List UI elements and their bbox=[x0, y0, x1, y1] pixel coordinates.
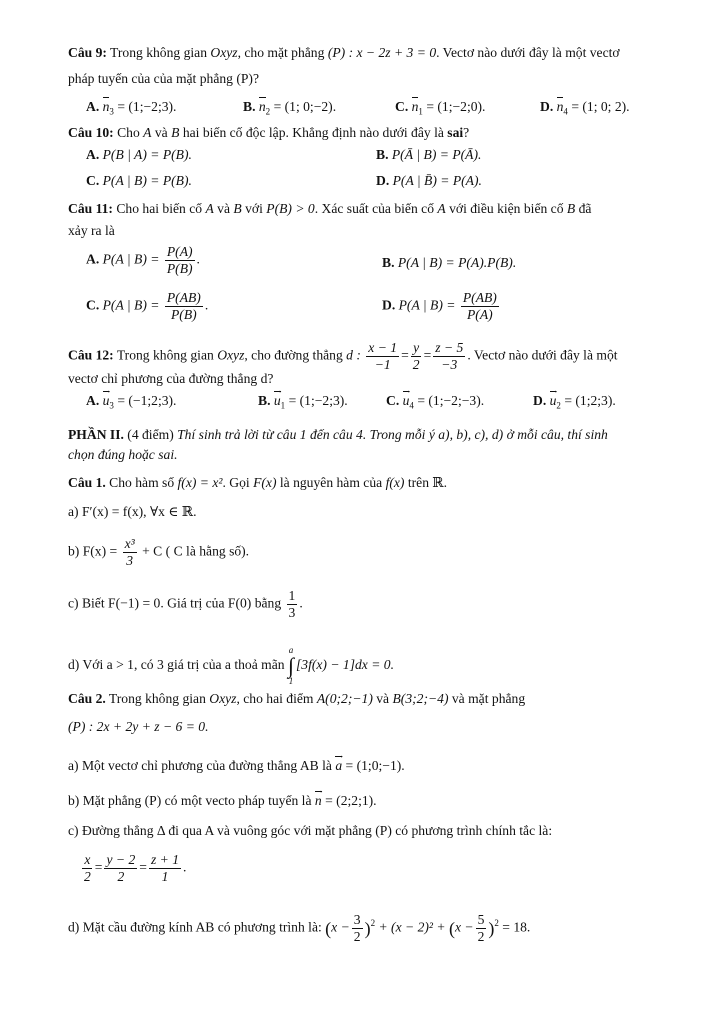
q10-option-a[interactable]: A. P(B | A) = P(B). bbox=[86, 147, 192, 162]
c1-label: Câu 1. bbox=[68, 475, 106, 490]
q10-label: Câu 10: bbox=[68, 125, 114, 140]
q9-option-d[interactable]: D. $n_4 = (1$; 0; 2). bbox=[540, 99, 630, 117]
q12-option-d[interactable]: D. $u \to_2$ = (1;2;3). bbox=[533, 392, 616, 415]
q9-stem: Câu 9: Trong không gian Oxyz, cho mặt phẳng (P) : x − 2z + 3 = 0. Vectơ nào dưới đây là một vectơ bbox=[68, 45, 620, 60]
q9-stem-line2: pháp tuyến của của mặt phẳng (P)? bbox=[68, 71, 259, 86]
q11-option-b[interactable]: B. P(A | B) = P(A).P(B). bbox=[382, 255, 517, 270]
q10-option-c[interactable]: C. P(A | B) = P(B). bbox=[86, 173, 192, 188]
c2-statement-c[interactable]: c) Đường thẳng Δ đi qua A và vuông góc với mặt phẳng (P) có phương trình chính tắc là: bbox=[68, 823, 553, 838]
part2-header: PHẦN II. (4 điểm) Thí sinh trả lời từ câu 1 đến câu 4. Trong mỗi ý a), b), c), d) ở mỗi câu, thí sinh bbox=[68, 427, 608, 442]
q9-label: Câu 9: bbox=[68, 45, 107, 60]
c2-statement-c-equation: $\frac{x}{2}$ = $\frac{y - 2}{2}$ = $\frac{z + 1}{1}$ . bbox=[84, 852, 187, 884]
part2-title: PHẦN II. bbox=[68, 427, 124, 442]
q12-stem: Câu 12: Trong không gian Oxyz, cho đường thẳng d : $\frac{x - 1}{-1}$ = $\frac{y}{2}$ = $\frac{z - 5}{-3}$ . Vectơ nào dưới đây là một bbox=[68, 340, 618, 372]
part2-instruction-line2: chọn đúng hoặc sai. bbox=[68, 447, 178, 462]
c1-stem: Câu 1. Cho hàm số f(x) = x². Gọi F(x) là nguyên hàm của f(x) trên ℝ. bbox=[68, 475, 448, 490]
c1-statement-b[interactable]: b) F(x) = $\frac{\text{x³}}{3}$ + C ( C là hằng số). bbox=[68, 536, 250, 568]
c1-statement-c[interactable]: c) Biết F(−1) = 0. Giá trị của F(0) bằng $\frac{1}{3}$ . bbox=[68, 588, 303, 620]
q12-option-b[interactable]: B. $u \to_1$ = (1;−2;3). bbox=[258, 392, 348, 415]
q9-option-b[interactable]: B. $n_2 = (1$; 0;−2). bbox=[243, 99, 337, 117]
q11-stem-line2: xảy ra là bbox=[68, 223, 115, 238]
c2-label: Câu 2. bbox=[68, 691, 106, 706]
q12-stem-line2: vectơ chỉ phương của đường thẳng d? bbox=[68, 371, 274, 386]
q12-option-a[interactable]: A. $u \to_3$ = (−1;2;3). bbox=[86, 392, 176, 415]
c1-statement-a[interactable]: a) F′(x) = f(x), ∀x ∈ ℝ. bbox=[68, 504, 197, 519]
q12-option-c[interactable]: C. $u \to_4$ = (1;−2;−3). bbox=[386, 392, 484, 415]
q11-option-c[interactable]: C. P(A | B) = $\frac{P(AB)}{P(B)}$ . bbox=[86, 290, 209, 322]
c2-statement-b[interactable]: b) Mặt phẳng (P) có một vecto pháp tuyến là n → = (2;2;1). bbox=[68, 792, 377, 810]
q11-label: Câu 11: bbox=[68, 201, 113, 216]
q9-option-c[interactable]: C. $n_1$ = (1;−2;0). bbox=[395, 99, 486, 117]
q11-option-d[interactable]: D. P(A | B) = $\frac{P(AB)}{P(A)}$ bbox=[382, 290, 497, 322]
q11-option-a[interactable]: A. P(A | B) = $\frac{P(A)}{P(B)}$ . bbox=[86, 244, 200, 276]
q11-stem: Câu 11: Cho hai biến cố A và B với P(B) > 0. Xác suất của biến cố A với điều kiện biến cố B đã bbox=[68, 201, 592, 216]
integral-symbol: a ∫ 1 bbox=[287, 645, 294, 686]
c1-statement-d[interactable]: d) Với a > 1, có 3 giá trị của a thoả mãn a ∫ 1 [3f(x) − 1]dx = 0. bbox=[68, 645, 395, 686]
c2-stem: Câu 2. Trong không gian Oxyz, cho hai điểm A(0;2;−1) và B(3;2;−4) và mặt phẳng bbox=[68, 691, 526, 706]
q9-plane: (P) : x − 2z + 3 = 0 bbox=[327, 45, 437, 60]
q10-option-b[interactable]: B. P(Ā | B) = P(Ā). bbox=[376, 147, 482, 162]
q10-stem: Câu 10: Cho A và B hai biến cố độc lập. Khẳng định nào dưới đây là sai? bbox=[68, 125, 470, 140]
c2-statement-d[interactable]: d) Mặt cầu đường kính AB có phương trình là: (x − $\frac{3}{2}$ )$^2$ + (x − 2)² + (x − $\frac{5}{2}$ )$^2$ = 18. bbox=[68, 912, 531, 944]
q10-option-d[interactable]: D. P(A | B̄) = P(A). bbox=[376, 173, 482, 188]
q12-label: Câu 12: bbox=[68, 347, 114, 363]
q9-option-a[interactable]: A. $n_3$ = (1;−2;3). bbox=[86, 99, 177, 117]
c2-plane: (P) : 2x + 2y + z − 6 = 0. bbox=[68, 719, 209, 734]
c2-statement-a[interactable]: a) Một vectơ chỉ phương của đường thẳng AB là a → = (1;0;−1). bbox=[68, 757, 405, 775]
